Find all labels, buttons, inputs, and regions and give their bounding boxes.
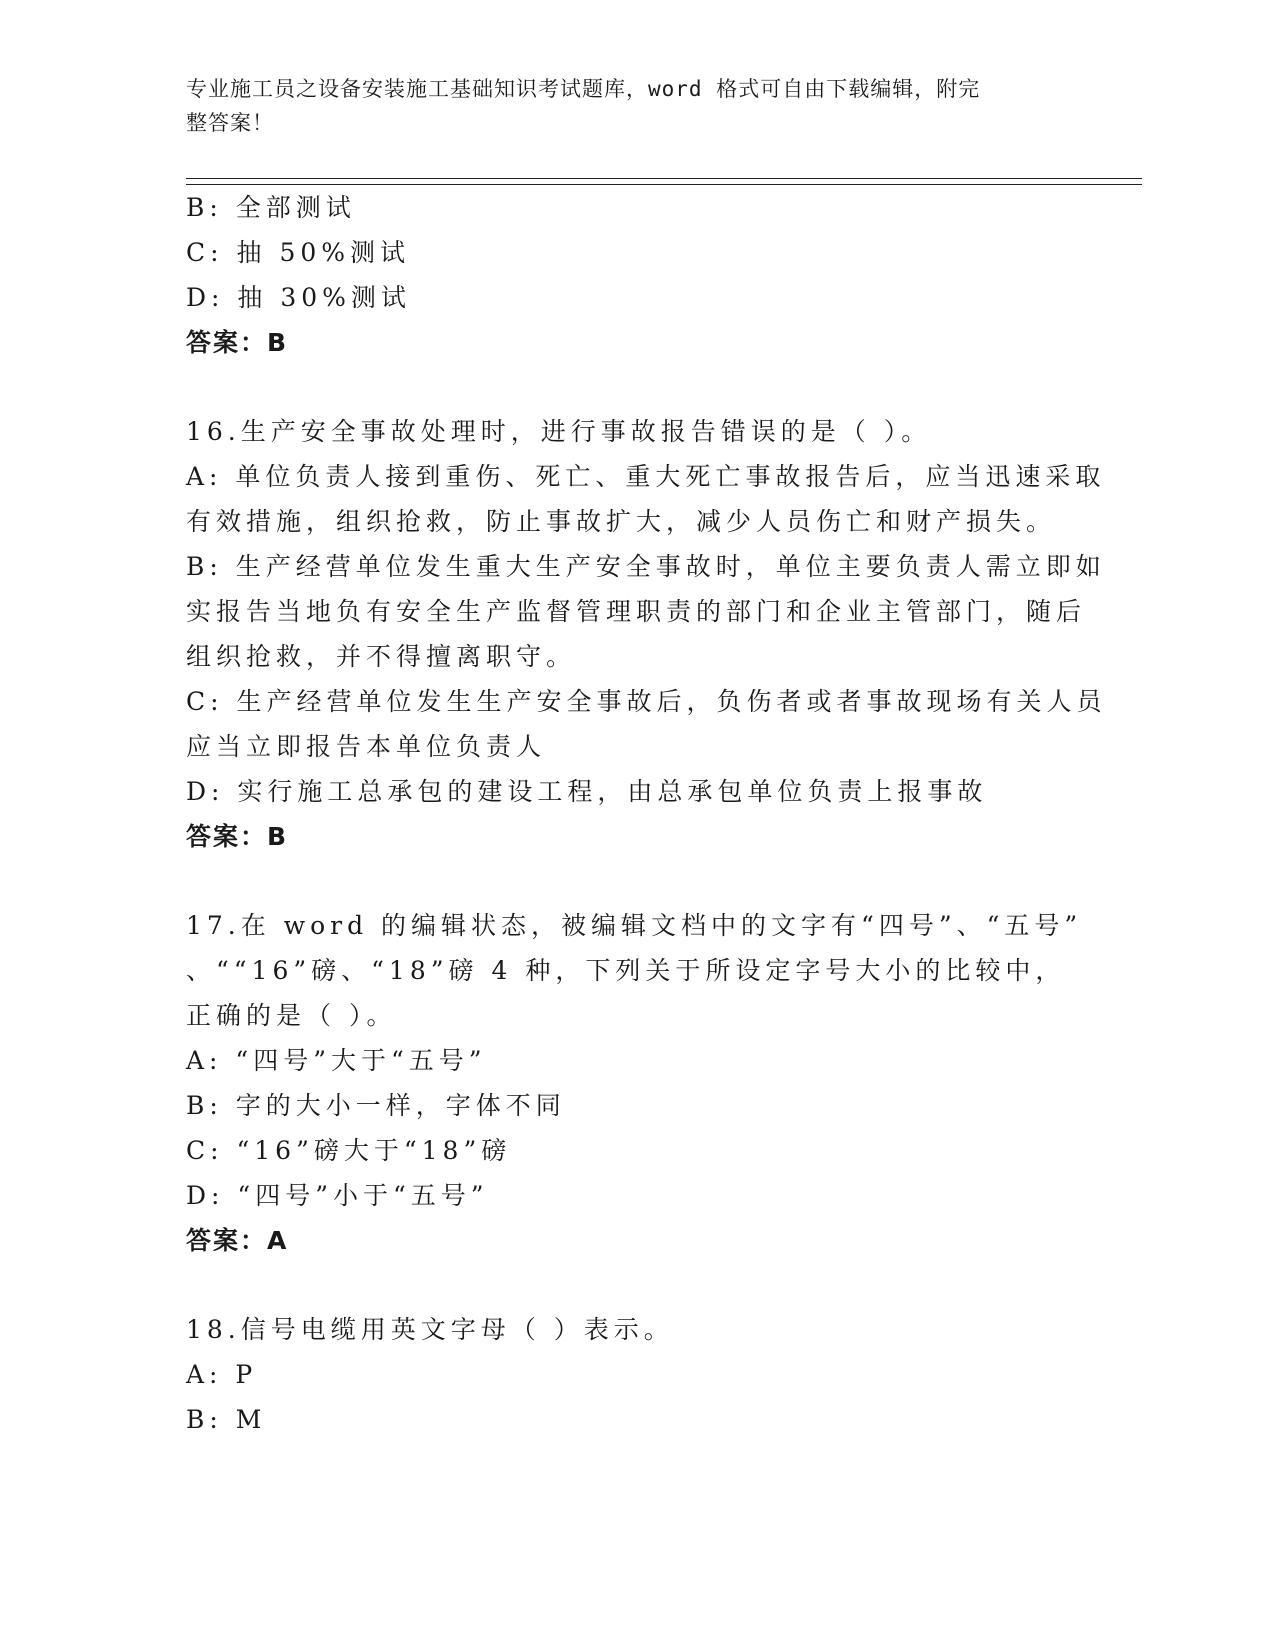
q16-stem: 16.生产安全事故处理时，进行事故报告错误的是（ ）。 — [186, 417, 932, 446]
q15-option-b: B: 全部测试 — [186, 193, 356, 222]
q18-option-b: B: M — [186, 1405, 267, 1434]
header-line-1: 专业施工员之设备安装施工基础知识考试题库，word 格式可自由下载编辑，附完 — [186, 77, 981, 101]
q17-option-d: D: “四号”小于“五号” — [186, 1181, 489, 1210]
q18-option-a: A: P — [186, 1360, 258, 1389]
header-divider-top — [186, 178, 1142, 179]
q18-stem: 18.信号电缆用英文字母（ ）表示。 — [186, 1315, 674, 1344]
q17-stem-line-2: 、““16”磅、“18”磅 4 种，下列关于所设定字号大小的比较中， — [186, 956, 1066, 985]
q16-option-c-line-2: 应当立即报告本单位负责人 — [186, 732, 547, 761]
header-divider-bottom — [186, 184, 1142, 185]
q15-option-d: D: 抽 30%测试 — [186, 283, 411, 312]
q16-option-d: D: 实行施工总承包的建设工程，由总承包单位负责上报事故 — [186, 777, 988, 806]
q17-stem-line-3: 正确的是（ ）。 — [186, 1001, 397, 1030]
q17-option-c: C: “16”磅大于“18”磅 — [186, 1136, 512, 1165]
q16-option-b-line-3: 组织抢救，并不得擅离职守。 — [186, 642, 577, 671]
q16-option-b-line-1: B: 生产经营单位发生重大生产安全事故时，单位主要负责人需立即如 — [186, 552, 1106, 581]
header-line-2: 整答案！ — [186, 111, 274, 135]
q17-answer: 答案：A — [186, 1226, 289, 1255]
q16-option-a-line-2: 有效措施，组织抢救，防止事故扩大，减少人员伤亡和财产损失。 — [186, 507, 1057, 536]
q16-option-a-line-1: A: 单位负责人接到重伤、死亡、重大死亡事故报告后，应当迅速采取 — [186, 462, 1106, 491]
q17-option-a: A: “四号”大于“五号” — [186, 1046, 487, 1075]
q16-option-b-line-2: 实报告当地负有安全生产监督管理职责的部门和企业主管部门，随后 — [186, 597, 1087, 626]
q15-answer: 答案：B — [186, 328, 289, 357]
page-header — [186, 72, 1066, 140]
q17-option-b: B: 字的大小一样，字体不同 — [186, 1091, 566, 1120]
q17-stem-line-1: 17.在 word 的编辑状态，被编辑文档中的文字有“四号”、“五号” — [186, 911, 1083, 940]
q16-answer: 答案：B — [186, 822, 289, 851]
q16-option-c-line-1: C: 生产经营单位发生生产安全事故后，负伤者或者事故现场有关人员 — [186, 687, 1107, 716]
q15-option-c: C: 抽 50%测试 — [186, 238, 411, 267]
